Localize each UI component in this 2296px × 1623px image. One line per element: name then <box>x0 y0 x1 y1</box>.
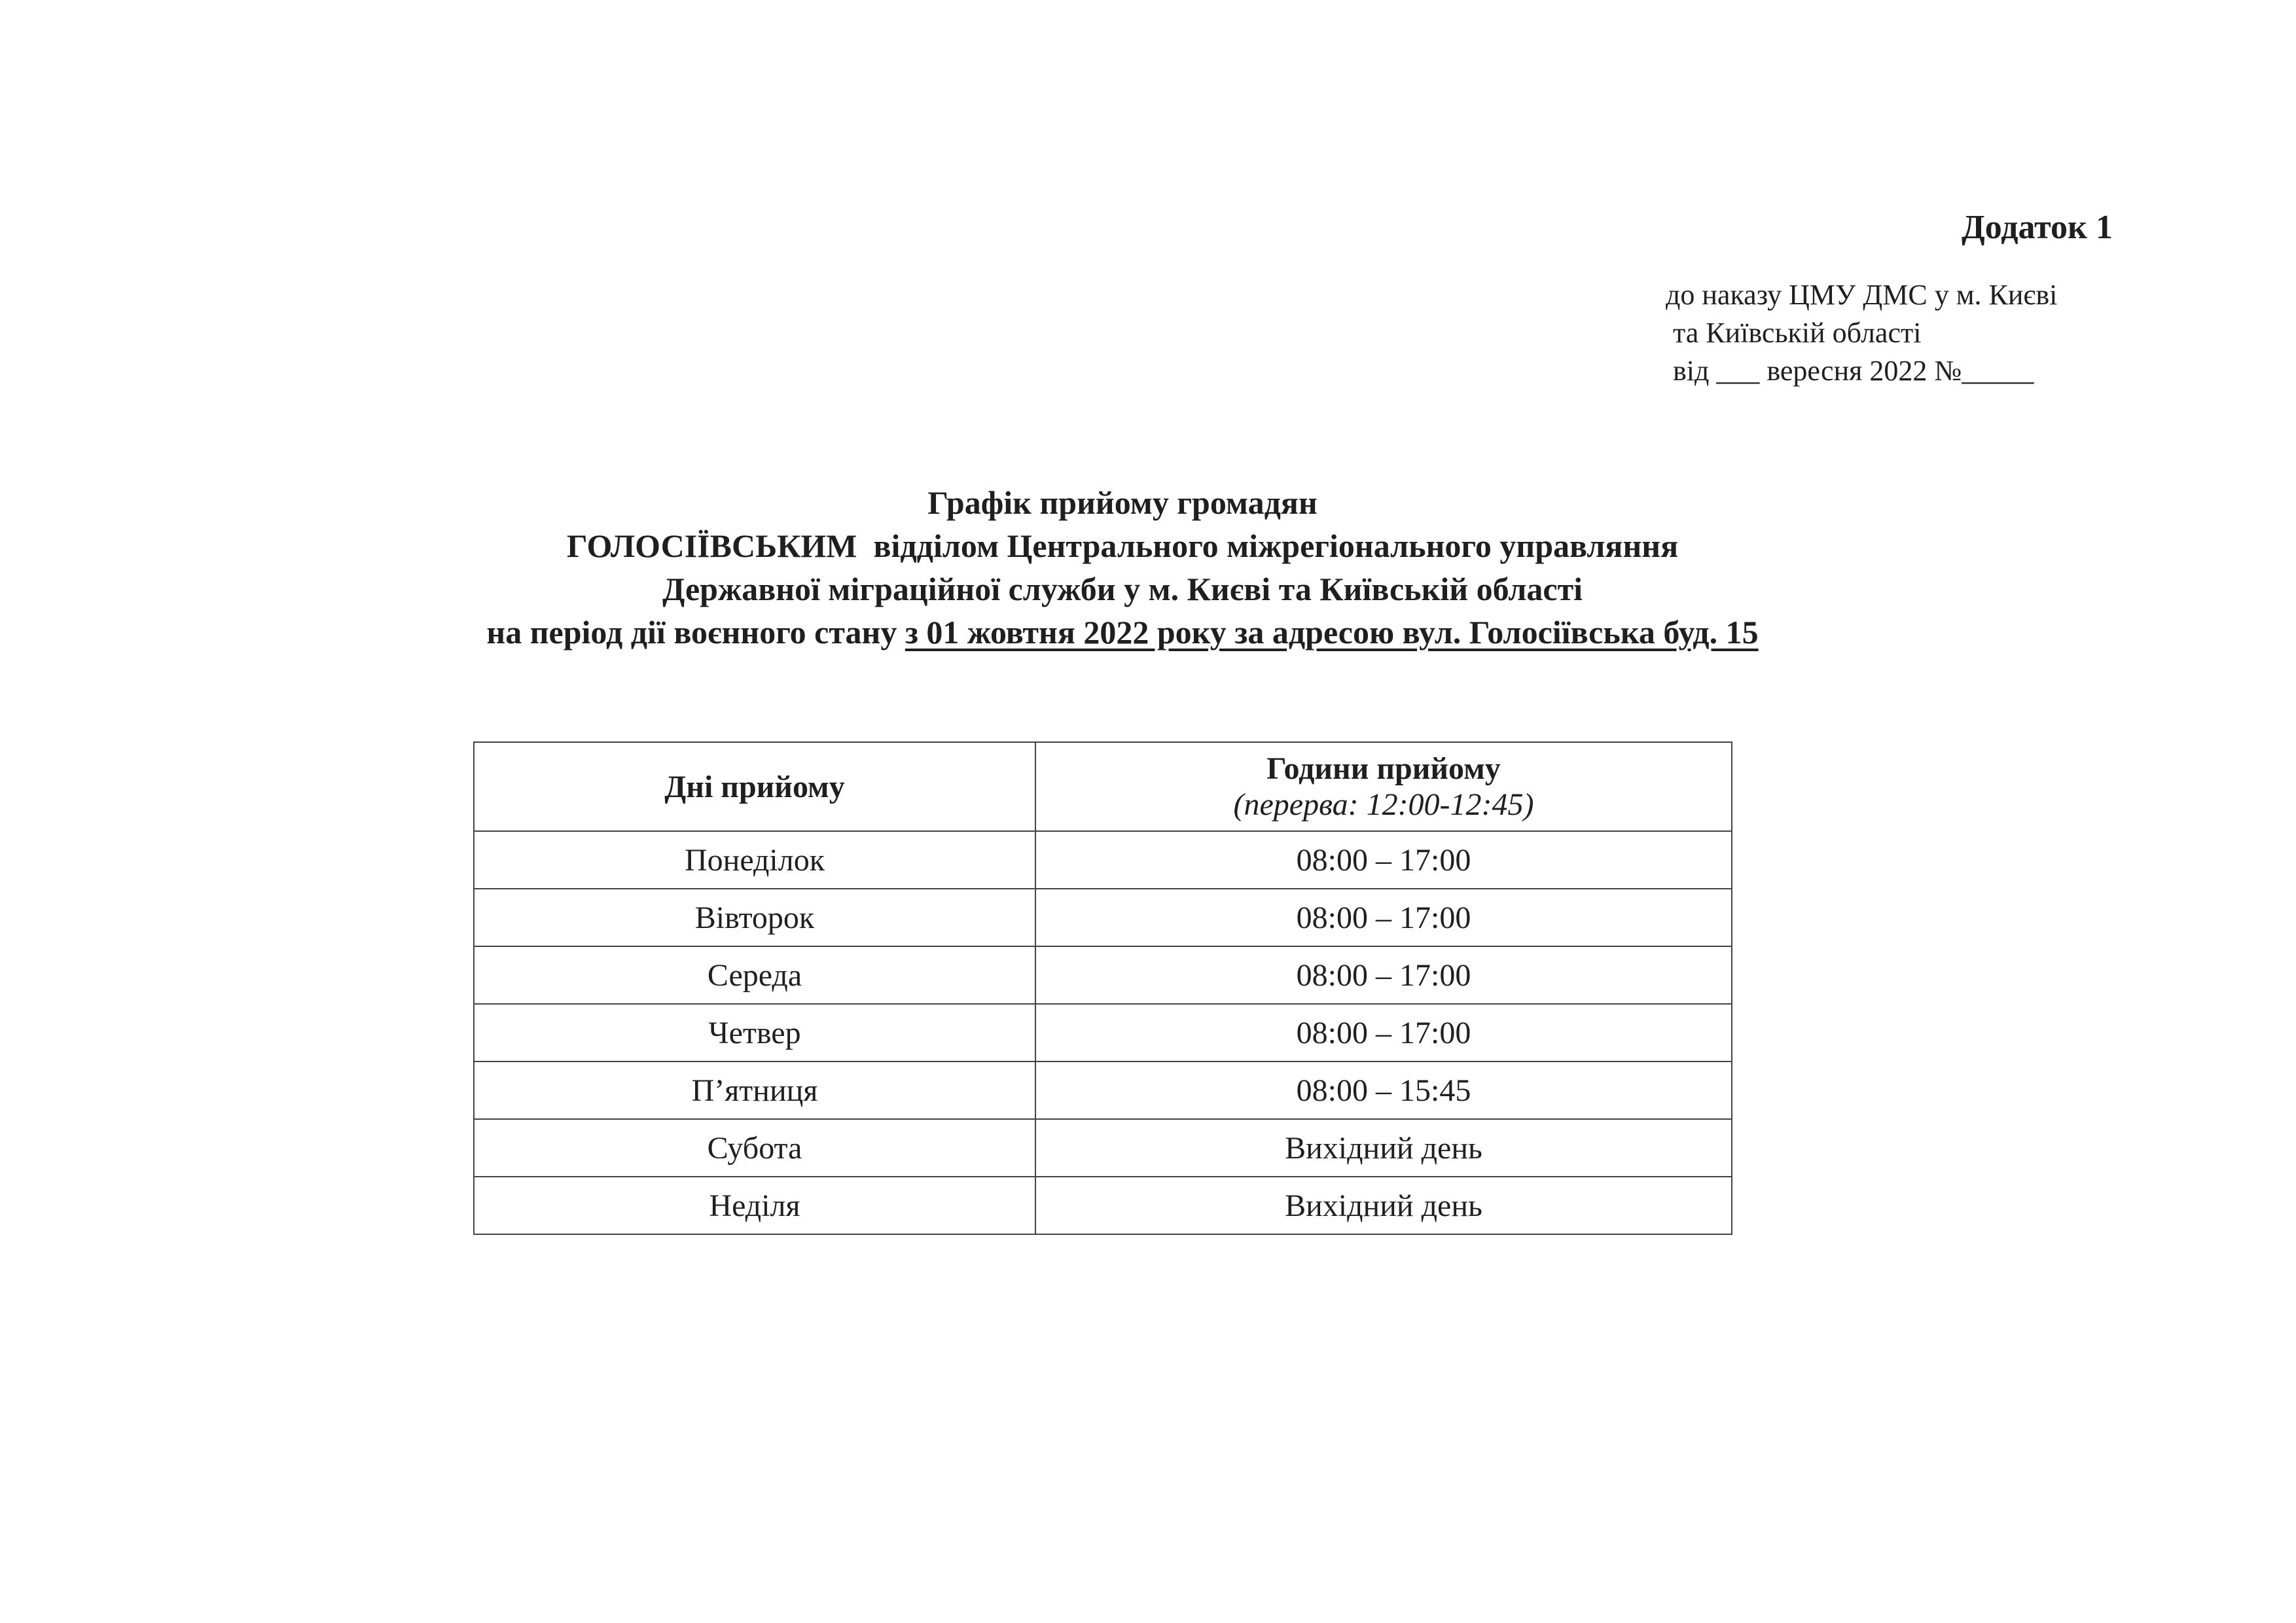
appendix-note-line: до наказу ЦМУ ДМС у м. Києві <box>1666 279 2058 311</box>
table-row <box>474 831 1732 889</box>
heading-line: ГОЛОСІЇВСЬКИМ відділом Центрального міжрегіонального управляння <box>566 527 1679 564</box>
heading-line: Державної міграційної служби у м. Києві та Київській області <box>662 571 1583 607</box>
table-row <box>474 1061 1732 1119</box>
heading-line: Графік прийому громадян <box>927 484 1318 521</box>
header-break-note: (перерва: 12:00-12:45) <box>1233 787 1534 822</box>
appendix-note <box>1666 276 2057 390</box>
hours-cell: 08:00 – 15:45 <box>1035 1061 1732 1119</box>
appendix-note-line: та Київській області <box>1666 317 1922 349</box>
heading-line-prefix: на період дії воєнного стану <box>486 614 905 651</box>
hours-cell: Вихідний день <box>1035 1119 1732 1177</box>
day-cell: Четвер <box>474 1004 1035 1061</box>
day-cell: Субота <box>474 1119 1035 1177</box>
header-days: Дні прийому <box>474 742 1035 831</box>
heading-line <box>0 611 2245 654</box>
table-header-row <box>474 742 1732 831</box>
hours-cell: Вихідний день <box>1035 1177 1732 1234</box>
document-heading <box>0 481 2245 654</box>
table-row <box>474 1177 1732 1234</box>
day-cell: Неділя <box>474 1177 1035 1234</box>
header-hours-label: Години прийому <box>1266 751 1501 786</box>
heading-line-underlined: з 01 жовтня 2022 року за адресою вул. Голосіївська буд. 15 <box>905 614 1759 651</box>
appendix-note-line: від ___ вересня 2022 №_____ <box>1666 355 2034 387</box>
day-cell: Понеділок <box>474 831 1035 889</box>
hours-cell: 08:00 – 17:00 <box>1035 831 1732 889</box>
hours-cell: 08:00 – 17:00 <box>1035 1004 1732 1061</box>
table-row <box>474 889 1732 946</box>
hours-cell: 08:00 – 17:00 <box>1035 946 1732 1004</box>
table-row <box>474 946 1732 1004</box>
table-row <box>474 1004 1732 1061</box>
day-cell: Вівторок <box>474 889 1035 946</box>
appendix-title: Додаток 1 <box>1961 209 2113 246</box>
schedule-table <box>473 741 1732 1235</box>
header-hours <box>1035 742 1732 831</box>
table-row <box>474 1119 1732 1177</box>
hours-cell: 08:00 – 17:00 <box>1035 889 1732 946</box>
day-cell: Середа <box>474 946 1035 1004</box>
day-cell: П’ятниця <box>474 1061 1035 1119</box>
